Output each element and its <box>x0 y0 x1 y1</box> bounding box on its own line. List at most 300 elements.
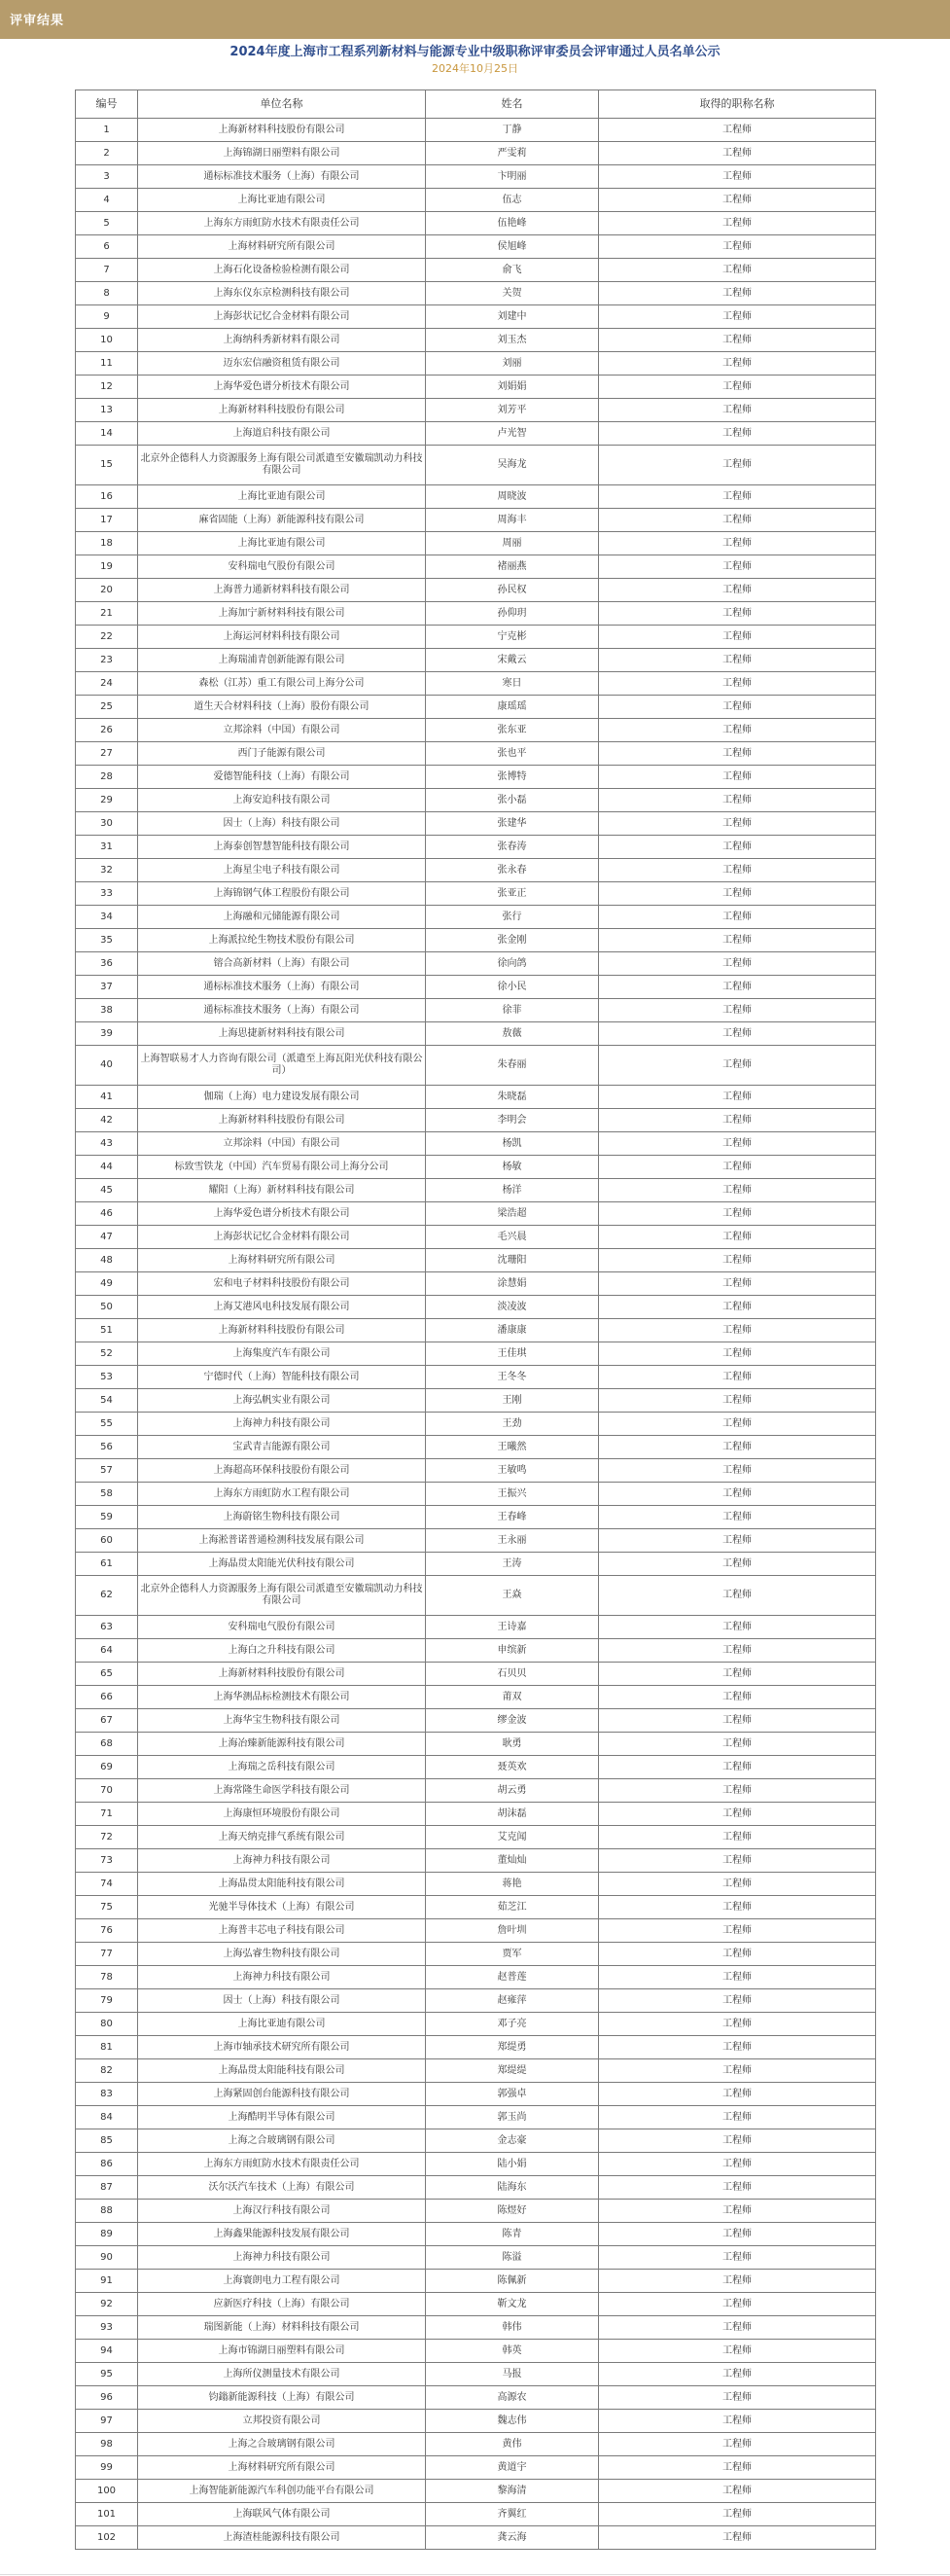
cell-title: 工程师 <box>599 1226 876 1249</box>
cell-number: 20 <box>76 579 138 602</box>
cell-number: 102 <box>76 2526 138 2550</box>
cell-number: 24 <box>76 672 138 696</box>
cell-company: 上海比亚迪有限公司 <box>138 2013 426 2036</box>
table-row <box>76 1849 876 1873</box>
cell-number: 90 <box>76 2246 138 2270</box>
cell-number: 61 <box>76 1553 138 1576</box>
cell-company: 沃尔沃汽车技术（上海）有限公司 <box>138 2176 426 2200</box>
cell-name: 王劲 <box>426 1413 599 1436</box>
cell-number: 36 <box>76 952 138 976</box>
table-row <box>76 1943 876 1966</box>
notice-date: 2024年10月25日 <box>432 62 518 75</box>
cell-name: 刘建中 <box>426 305 599 329</box>
header-bar <box>0 0 950 39</box>
cell-title: 工程师 <box>599 1943 876 1966</box>
cell-number: 38 <box>76 999 138 1022</box>
table-row <box>76 1989 876 2013</box>
cell-title: 工程师 <box>599 2106 876 2129</box>
table-row <box>76 929 876 952</box>
cell-company: 上海纳科秀新材料有限公司 <box>138 329 426 352</box>
cell-name: 刘丽 <box>426 352 599 376</box>
cell-company: 上海瑞之岳科技有限公司 <box>138 1756 426 1779</box>
cell-company: 上海晶贯太阳能光伏科技有限公司 <box>138 1553 426 1576</box>
cell-company: 上海东方雨虹防水技术有限责任公司 <box>138 2153 426 2176</box>
cell-number: 62 <box>76 1576 138 1616</box>
cell-title: 工程师 <box>599 929 876 952</box>
cell-company: 上海华爱色谱分析技术有限公司 <box>138 1202 426 1226</box>
table-row <box>76 446 876 485</box>
table-row <box>76 2503 876 2526</box>
table-row <box>76 422 876 446</box>
cell-number: 33 <box>76 882 138 906</box>
cell-title: 工程师 <box>599 999 876 1022</box>
cell-title: 工程师 <box>599 282 876 305</box>
cell-number: 97 <box>76 2410 138 2433</box>
cell-title: 工程师 <box>599 1249 876 1272</box>
cell-number: 55 <box>76 1413 138 1436</box>
cell-company: 上海康恒环境股份有限公司 <box>138 1803 426 1826</box>
cell-company: 上海白之升科技有限公司 <box>138 1639 426 1663</box>
cell-title: 工程师 <box>599 352 876 376</box>
cell-company: 上海加宁新材料科技有限公司 <box>138 602 426 626</box>
cell-company: 立邦涂料（中国）有限公司 <box>138 1132 426 1156</box>
cell-name: 郑缇勇 <box>426 2036 599 2059</box>
cell-name: 涂慧娟 <box>426 1272 599 1296</box>
cell-number: 18 <box>76 532 138 555</box>
table-row <box>76 1342 876 1366</box>
cell-title: 工程师 <box>599 1086 876 1109</box>
table-row <box>76 235 876 259</box>
header-label: 评审结果 <box>10 14 65 28</box>
table-row <box>76 882 876 906</box>
cell-title: 工程师 <box>599 976 876 999</box>
cell-name: 淡凌波 <box>426 1296 599 1319</box>
cell-company: 通标标准技术服务（上海）有限公司 <box>138 165 426 189</box>
table-row <box>76 1919 876 1943</box>
cell-number: 65 <box>76 1663 138 1686</box>
cell-number: 17 <box>76 509 138 532</box>
cell-number: 59 <box>76 1506 138 1529</box>
cell-name: 茹芝江 <box>426 1896 599 1919</box>
table-row <box>76 212 876 235</box>
cell-title: 工程师 <box>599 766 876 789</box>
cell-name: 王敏鸣 <box>426 1459 599 1483</box>
column-header-company: 单位名称 <box>138 90 426 119</box>
cell-name: 潘康康 <box>426 1319 599 1342</box>
cell-number: 69 <box>76 1756 138 1779</box>
cell-title: 工程师 <box>599 1919 876 1943</box>
table-row <box>76 1132 876 1156</box>
cell-number: 45 <box>76 1179 138 1202</box>
cell-number: 64 <box>76 1639 138 1663</box>
cell-number: 78 <box>76 1966 138 1989</box>
cell-title: 工程师 <box>599 952 876 976</box>
cell-name: 邓子亮 <box>426 2013 599 2036</box>
cell-name: 黄道宇 <box>426 2456 599 2480</box>
cell-company: 迈东宏信融资租赁有限公司 <box>138 352 426 376</box>
cell-number: 89 <box>76 2223 138 2246</box>
cell-number: 2 <box>76 142 138 165</box>
cell-title: 工程师 <box>599 1826 876 1849</box>
cell-name: 黎海清 <box>426 2480 599 2503</box>
table-row <box>76 165 876 189</box>
cell-company: 北京外企德科人力资源服务上海有限公司派遣至安徽瑞凯动力科技有限公司 <box>138 446 426 485</box>
cell-number: 31 <box>76 836 138 859</box>
cell-company: 瑞图新能（上海）材料科技有限公司 <box>138 2316 426 2340</box>
cell-name: 刘芳平 <box>426 399 599 422</box>
cell-name: 张金刚 <box>426 929 599 952</box>
table-row <box>76 952 876 976</box>
cell-title: 工程师 <box>599 672 876 696</box>
table-row <box>76 999 876 1022</box>
cell-company: 上海紧固创台能源科技有限公司 <box>138 2083 426 2106</box>
cell-number: 5 <box>76 212 138 235</box>
cell-title: 工程师 <box>599 1366 876 1389</box>
cell-company: 上海运河材料科技有限公司 <box>138 626 426 649</box>
cell-name: 黄伟 <box>426 2433 599 2456</box>
cell-title: 工程师 <box>599 1529 876 1553</box>
table-row <box>76 2013 876 2036</box>
table-row <box>76 1553 876 1576</box>
cell-company: 上海蔚铭生物科技有限公司 <box>138 1506 426 1529</box>
cell-company: 上海之合玻璃钢有限公司 <box>138 2433 426 2456</box>
cell-title: 工程师 <box>599 2153 876 2176</box>
cell-company: 上海神力科技有限公司 <box>138 2246 426 2270</box>
cell-title: 工程师 <box>599 1156 876 1179</box>
table-row <box>76 1639 876 1663</box>
cell-number: 4 <box>76 189 138 212</box>
cell-name: 王振兴 <box>426 1483 599 1506</box>
table-row <box>76 2083 876 2106</box>
table-row <box>76 1896 876 1919</box>
table-header-row <box>76 90 876 119</box>
cell-number: 54 <box>76 1389 138 1413</box>
cell-name: 张也平 <box>426 742 599 766</box>
cell-company: 上海普丰芯电子科技有限公司 <box>138 1919 426 1943</box>
cell-company: 上海鑫果能源科技发展有限公司 <box>138 2223 426 2246</box>
cell-number: 22 <box>76 626 138 649</box>
cell-name: 陈青 <box>426 2223 599 2246</box>
cell-title: 工程师 <box>599 376 876 399</box>
cell-name: 严雯莉 <box>426 142 599 165</box>
cell-number: 19 <box>76 555 138 579</box>
cell-company: 上海弘帆实业有限公司 <box>138 1389 426 1413</box>
cell-name: 陆海东 <box>426 2176 599 2200</box>
table-row <box>76 2363 876 2386</box>
cell-name: 徐向鸽 <box>426 952 599 976</box>
cell-title: 工程师 <box>599 2270 876 2293</box>
table-row <box>76 1826 876 1849</box>
cell-name: 郑缇缇 <box>426 2059 599 2083</box>
table-body <box>76 119 876 2550</box>
cell-title: 工程师 <box>599 1413 876 1436</box>
cell-company: 上海市轴承技术研究所有限公司 <box>138 2036 426 2059</box>
cell-number: 58 <box>76 1483 138 1506</box>
cell-title: 工程师 <box>599 329 876 352</box>
cell-name: 孙民权 <box>426 579 599 602</box>
cell-number: 49 <box>76 1272 138 1296</box>
cell-title: 工程师 <box>599 1873 876 1896</box>
cell-company: 上海瑞浦青创新能源有限公司 <box>138 649 426 672</box>
cell-title: 工程师 <box>599 812 876 836</box>
table-row <box>76 1389 876 1413</box>
cell-company: 上海泰创智慧智能科技有限公司 <box>138 836 426 859</box>
cell-company: 上海材料研究所有限公司 <box>138 1249 426 1272</box>
cell-number: 100 <box>76 2480 138 2503</box>
cell-company: 上海渣桂能源科技有限公司 <box>138 2526 426 2550</box>
cell-title: 工程师 <box>599 1272 876 1296</box>
cell-company: 镕合高新材料（上海）有限公司 <box>138 952 426 976</box>
bottom-divider <box>0 2574 950 2575</box>
cell-name: 褚丽燕 <box>426 555 599 579</box>
cell-company: 森松（江苏）重工有限公司上海分公司 <box>138 672 426 696</box>
cell-company: 上海材料研究所有限公司 <box>138 235 426 259</box>
table-row <box>76 1249 876 1272</box>
cell-name: 陈煜好 <box>426 2200 599 2223</box>
cell-title: 工程师 <box>599 2200 876 2223</box>
cell-company: 上海东方雨虹防水工程有限公司 <box>138 1483 426 1506</box>
cell-name: 梁浩超 <box>426 1202 599 1226</box>
cell-title: 工程师 <box>599 119 876 142</box>
cell-company: 上海锦钢气体工程股份有限公司 <box>138 882 426 906</box>
table-row <box>76 1966 876 1989</box>
cell-company: 立邦涂料（中国）有限公司 <box>138 719 426 742</box>
cell-title: 工程师 <box>599 2129 876 2153</box>
cell-number: 95 <box>76 2363 138 2386</box>
cell-name: 张博特 <box>426 766 599 789</box>
cell-title: 工程师 <box>599 2363 876 2386</box>
table-row <box>76 649 876 672</box>
cell-name: 张亚正 <box>426 882 599 906</box>
table-row <box>76 532 876 555</box>
cell-company: 因士（上海）科技有限公司 <box>138 812 426 836</box>
table-row <box>76 1319 876 1342</box>
cell-number: 68 <box>76 1733 138 1756</box>
table-row <box>76 2270 876 2293</box>
cell-title: 工程师 <box>599 2036 876 2059</box>
cell-name: 王冬冬 <box>426 1366 599 1389</box>
cell-number: 43 <box>76 1132 138 1156</box>
cell-company: 上海神力科技有限公司 <box>138 1849 426 1873</box>
cell-number: 72 <box>76 1826 138 1849</box>
cell-name: 宋戴云 <box>426 649 599 672</box>
cell-company: 立邦投资有限公司 <box>138 2410 426 2433</box>
cell-title: 工程师 <box>599 1389 876 1413</box>
table-row <box>76 2200 876 2223</box>
table-row <box>76 812 876 836</box>
cell-number: 39 <box>76 1022 138 1046</box>
cell-title: 工程师 <box>599 2246 876 2270</box>
cell-title: 工程师 <box>599 1756 876 1779</box>
cell-title: 工程师 <box>599 142 876 165</box>
cell-name: 杨洋 <box>426 1179 599 1202</box>
cell-company: 安科瑞电气股份有限公司 <box>138 1616 426 1639</box>
cell-name: 卞明丽 <box>426 165 599 189</box>
cell-name: 郭玉尚 <box>426 2106 599 2129</box>
cell-name: 徐小民 <box>426 976 599 999</box>
cell-title: 工程师 <box>599 719 876 742</box>
cell-number: 50 <box>76 1296 138 1319</box>
cell-company: 上海酷明半导体有限公司 <box>138 2106 426 2129</box>
cell-company: 上海华宝生物科技有限公司 <box>138 1709 426 1733</box>
cell-title: 工程师 <box>599 2223 876 2246</box>
cell-title: 工程师 <box>599 532 876 555</box>
cell-title: 工程师 <box>599 1179 876 1202</box>
cell-company: 安科瑞电气股份有限公司 <box>138 555 426 579</box>
cell-number: 10 <box>76 329 138 352</box>
table-row <box>76 976 876 999</box>
cell-title: 工程师 <box>599 1483 876 1506</box>
cell-title: 工程师 <box>599 1342 876 1366</box>
table-row <box>76 282 876 305</box>
cell-company: 上海之合玻璃钢有限公司 <box>138 2129 426 2153</box>
table-row <box>76 1779 876 1803</box>
cell-number: 21 <box>76 602 138 626</box>
cell-number: 25 <box>76 696 138 719</box>
results-table-wrap <box>75 89 875 2550</box>
cell-name: 董灿灿 <box>426 1849 599 1873</box>
cell-title: 工程师 <box>599 1803 876 1826</box>
cell-company: 上海石化设备检验检测有限公司 <box>138 259 426 282</box>
results-table <box>75 89 876 2550</box>
cell-title: 工程师 <box>599 579 876 602</box>
cell-name: 张行 <box>426 906 599 929</box>
cell-name: 卢光智 <box>426 422 599 446</box>
cell-number: 12 <box>76 376 138 399</box>
cell-company: 上海晶贯太阳能科技有限公司 <box>138 1873 426 1896</box>
cell-title: 工程师 <box>599 1319 876 1342</box>
cell-name: 周丽 <box>426 532 599 555</box>
cell-title: 工程师 <box>599 2083 876 2106</box>
cell-title: 工程师 <box>599 1109 876 1132</box>
cell-number: 87 <box>76 2176 138 2200</box>
cell-number: 91 <box>76 2270 138 2293</box>
cell-title: 工程师 <box>599 399 876 422</box>
cell-name: 齐翼红 <box>426 2503 599 2526</box>
cell-name: 李明会 <box>426 1109 599 1132</box>
table-row <box>76 1616 876 1639</box>
cell-name: 朱晓磊 <box>426 1086 599 1109</box>
cell-company: 上海新材料科技股份有限公司 <box>138 399 426 422</box>
cell-number: 23 <box>76 649 138 672</box>
cell-number: 77 <box>76 1943 138 1966</box>
cell-number: 48 <box>76 1249 138 1272</box>
cell-name: 郭强卓 <box>426 2083 599 2106</box>
cell-title: 工程师 <box>599 2013 876 2036</box>
table-row <box>76 2106 876 2129</box>
cell-number: 35 <box>76 929 138 952</box>
cell-company: 西门子能源有限公司 <box>138 742 426 766</box>
cell-number: 14 <box>76 422 138 446</box>
cell-company: 上海新材料科技股份有限公司 <box>138 1319 426 1342</box>
table-row <box>76 259 876 282</box>
table-row <box>76 1272 876 1296</box>
table-row <box>76 696 876 719</box>
cell-title: 工程师 <box>599 422 876 446</box>
cell-number: 81 <box>76 2036 138 2059</box>
cell-name: 毛兴晨 <box>426 1226 599 1249</box>
cell-name: 伍艳峰 <box>426 212 599 235</box>
cell-company: 上海比亚迪有限公司 <box>138 189 426 212</box>
cell-name: 朱春丽 <box>426 1046 599 1086</box>
cell-number: 99 <box>76 2456 138 2480</box>
cell-number: 9 <box>76 305 138 329</box>
table-row <box>76 626 876 649</box>
table-row <box>76 1436 876 1459</box>
cell-number: 30 <box>76 812 138 836</box>
cell-company: 上海新材料科技股份有限公司 <box>138 119 426 142</box>
cell-company: 上海冶臻新能源科技有限公司 <box>138 1733 426 1756</box>
cell-number: 60 <box>76 1529 138 1553</box>
cell-company: 上海新材料科技股份有限公司 <box>138 1109 426 1132</box>
cell-number: 11 <box>76 352 138 376</box>
cell-company: 上海淞普诺普通检测科技发展有限公司 <box>138 1529 426 1553</box>
cell-title: 工程师 <box>599 2456 876 2480</box>
cell-name: 詹叶圳 <box>426 1919 599 1943</box>
table-row <box>76 1109 876 1132</box>
cell-name: 王焱 <box>426 1576 599 1616</box>
cell-company: 上海市锦湖日丽塑料有限公司 <box>138 2340 426 2363</box>
table-row <box>76 2036 876 2059</box>
cell-name: 徐菲 <box>426 999 599 1022</box>
cell-number: 26 <box>76 719 138 742</box>
table-row <box>76 2293 876 2316</box>
cell-number: 57 <box>76 1459 138 1483</box>
table-row <box>76 766 876 789</box>
cell-number: 52 <box>76 1342 138 1366</box>
cell-number: 67 <box>76 1709 138 1733</box>
cell-number: 7 <box>76 259 138 282</box>
cell-company: 应新医疗科技（上海）有限公司 <box>138 2293 426 2316</box>
cell-name: 杨敏 <box>426 1156 599 1179</box>
cell-name: 高源农 <box>426 2386 599 2410</box>
cell-company: 伽瑞（上海）电力建设发展有限公司 <box>138 1086 426 1109</box>
cell-title: 工程师 <box>599 1616 876 1639</box>
table-row <box>76 2223 876 2246</box>
cell-number: 15 <box>76 446 138 485</box>
cell-number: 51 <box>76 1319 138 1342</box>
cell-number: 86 <box>76 2153 138 2176</box>
cell-name: 赵雍萍 <box>426 1989 599 2013</box>
table-row <box>76 1733 876 1756</box>
cell-number: 32 <box>76 859 138 882</box>
cell-number: 76 <box>76 1919 138 1943</box>
cell-number: 28 <box>76 766 138 789</box>
cell-name: 宁克彬 <box>426 626 599 649</box>
cell-name: 王刚 <box>426 1389 599 1413</box>
cell-name: 金志豪 <box>426 2129 599 2153</box>
cell-number: 88 <box>76 2200 138 2223</box>
cell-name: 周海丰 <box>426 509 599 532</box>
cell-title: 工程师 <box>599 2503 876 2526</box>
cell-title: 工程师 <box>599 1639 876 1663</box>
table-row <box>76 2340 876 2363</box>
table-row <box>76 352 876 376</box>
table-row <box>76 1226 876 1249</box>
cell-company: 上海东仪东京检测科技有限公司 <box>138 282 426 305</box>
cell-company: 因士（上海）科技有限公司 <box>138 1989 426 2013</box>
cell-number: 3 <box>76 165 138 189</box>
cell-number: 73 <box>76 1849 138 1873</box>
table-row <box>76 1483 876 1506</box>
cell-name: 王佳琪 <box>426 1342 599 1366</box>
cell-title: 工程师 <box>599 1506 876 1529</box>
table-row <box>76 1086 876 1109</box>
cell-company: 上海神力科技有限公司 <box>138 1413 426 1436</box>
cell-name: 赵普莲 <box>426 1966 599 1989</box>
cell-title: 工程师 <box>599 2316 876 2340</box>
cell-title: 工程师 <box>599 555 876 579</box>
